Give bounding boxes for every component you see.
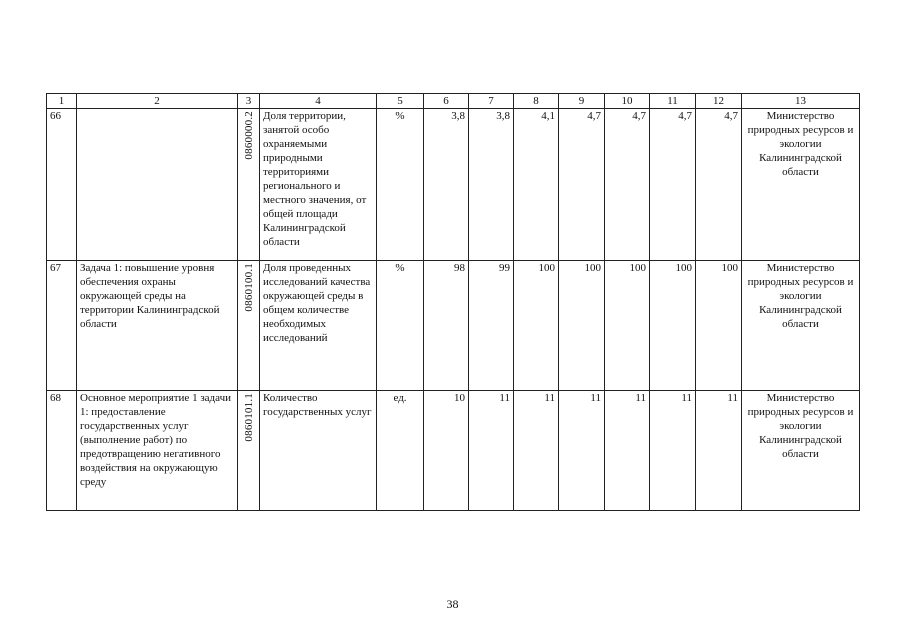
value-cell: 4,1 (514, 109, 559, 261)
header-row (47, 94, 860, 109)
header-cell-2: 2 (77, 94, 238, 109)
value-cell: 4,7 (559, 109, 605, 261)
header-cell-3: 3 (238, 94, 260, 109)
value-cell: 98 (424, 261, 469, 391)
indicator-cell: Доля территории, занятой особо охраняемыми природными территориями регионального и местного значения, от общей площади Калининградской области (260, 109, 377, 261)
header-cell-5: 5 (377, 94, 424, 109)
header-cell-7: 7 (469, 94, 514, 109)
header-cell-8: 8 (514, 94, 559, 109)
code-cell (238, 261, 260, 391)
unit-cell: ед. (377, 391, 424, 511)
value-cell: 4,7 (650, 109, 696, 261)
value-cell: 4,7 (696, 109, 742, 261)
header-cell-4: 4 (260, 94, 377, 109)
row-number: 67 (47, 261, 77, 391)
header-cell-6: 6 (424, 94, 469, 109)
value-cell: 100 (559, 261, 605, 391)
value-cell: 11 (559, 391, 605, 511)
value-cell: 100 (650, 261, 696, 391)
header-cell-12: 12 (696, 94, 742, 109)
row-number: 66 (47, 109, 77, 261)
value-cell: 100 (514, 261, 559, 391)
value-cell: 11 (696, 391, 742, 511)
value-cell: 11 (469, 391, 514, 511)
value-cell: 4,7 (605, 109, 650, 261)
header-cell-11: 11 (650, 94, 696, 109)
responsible-cell: Министерство природных ресурсов и экологии Калининградской области (742, 261, 860, 391)
task-cell: Задача 1: повышение уровня обеспечения охраны окружающей среды на территории Калининградской области (77, 261, 238, 391)
page-number: 38 (446, 597, 459, 611)
code-cell (238, 109, 260, 261)
header-cell-10: 10 (605, 94, 650, 109)
responsible-cell: Министерство природных ресурсов и экологии Калининградской области (742, 391, 860, 511)
code-cell (238, 391, 260, 511)
header-cell-13: 13 (742, 94, 860, 109)
value-cell: 100 (696, 261, 742, 391)
value-cell: 10 (424, 391, 469, 511)
code-text: 0860100.1 (242, 263, 255, 312)
task-cell: Основное мероприятие 1 задачи 1: предоставление государственных услуг (выполнение работ) по предотвращению негативного воздействия на окружающую среду (77, 391, 238, 511)
code-text: 0860101.1 (242, 393, 255, 442)
value-cell: 11 (514, 391, 559, 511)
value-cell: 100 (605, 261, 650, 391)
code-text: 0860000.2 (242, 111, 255, 160)
value-cell: 11 (605, 391, 650, 511)
table-row (47, 109, 860, 261)
indicator-cell: Количество государственных услуг (260, 391, 377, 511)
indicators-table (46, 93, 860, 511)
task-cell (77, 109, 238, 261)
unit-cell: % (377, 261, 424, 391)
value-cell: 11 (650, 391, 696, 511)
value-cell: 99 (469, 261, 514, 391)
indicator-cell: Доля проведенных исследований качества окружающей среды в общем количестве необходимых исследований (260, 261, 377, 391)
unit-cell: % (377, 109, 424, 261)
value-cell: 3,8 (469, 109, 514, 261)
header-cell-1: 1 (47, 94, 77, 109)
header-cell-9: 9 (559, 94, 605, 109)
responsible-cell: Министерство природных ресурсов и экологии Калининградской области (742, 109, 860, 261)
value-cell: 3,8 (424, 109, 469, 261)
table-row (47, 261, 860, 391)
table-row (47, 391, 860, 511)
row-number: 68 (47, 391, 77, 511)
